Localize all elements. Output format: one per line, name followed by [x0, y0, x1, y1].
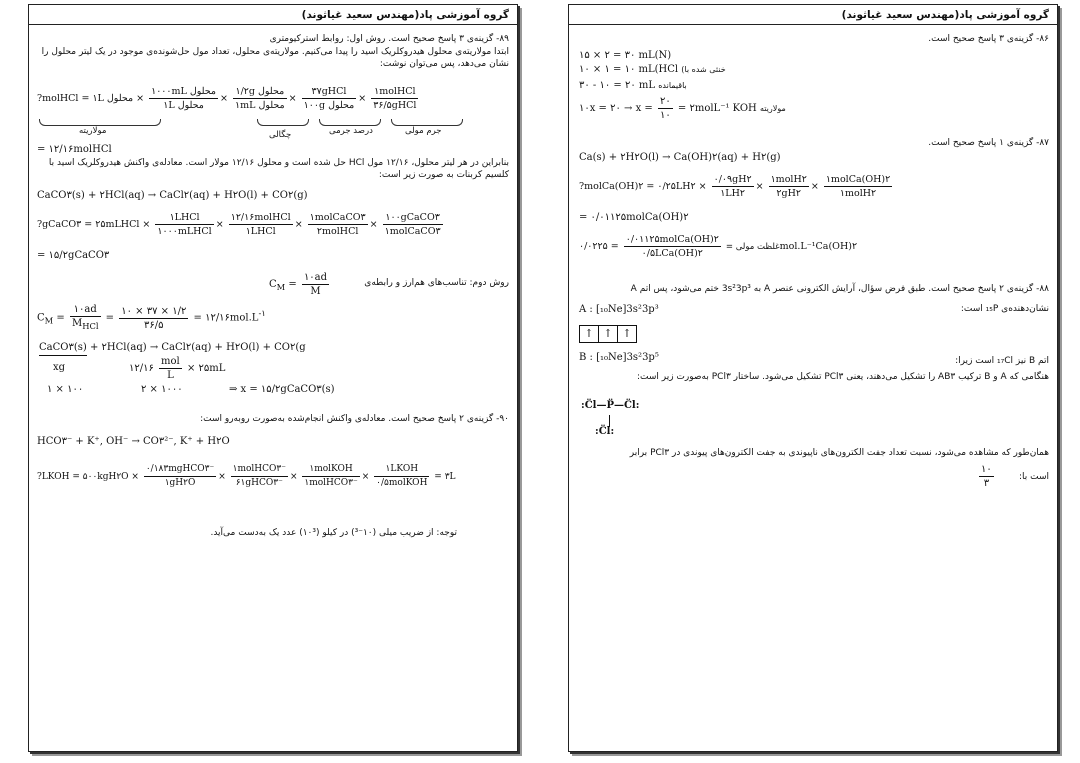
equation-caco3-mass: ?gCaCO۳ = ۲۵mLHCl × $\frac{\text{۱LHCl}}{\text{۱۰۰۰mLHCl}}$ × $\frac{\text{۱۲/۱۶molHCl}}{\text{۱LHCl}}$ × $\frac{\text{۱molCaCO۳}}{\text{۲molHCl}}$ × $\frac{\text{۱۰۰gCaCO۳}}{\text{۱molCaCO۳}}$	[37, 212, 441, 237]
equation-cm-calc: $C_M$ = $\frac{۱۰ad}{M_{HCl}}$ = $\frac{۱۰ \times ۳۷ \times ۱/۲}{۳۶/۵}$ = $۱۲/۱۶mol.L^{-۱}$	[37, 304, 266, 331]
equation-molarity: ?molHCl = ۱L محلول × $\frac{\text{۱۰۰۰mL محلول}}{\text{۱L محلول}}$ × $\frac{\text{۱/۲g محلول}}{\text{۱mL محلول}}$ × $\frac{\text{۳۷gHCl}}{\text{۱۰۰g محلول}}$ × $\frac{\text{۱molHCl}}{\text{۳۶/۵gHCl}}$	[37, 86, 417, 111]
cm-formula: $C_M$ = $\frac{۱۰ad}{M}$	[269, 272, 328, 297]
eq4-fraction-2: $\frac{\text{۱molHCO۳⁻}}{\text{۶۱gHCO۳⁻}}$	[232, 464, 286, 488]
eq1-fraction-3: $\frac{\text{۳۷gHCl}}{\text{۱۰۰g محلول}}$	[303, 86, 355, 111]
reaction-2-x: xg	[53, 362, 66, 373]
eq4-fraction-3: $\frac{\text{۱molKOH}}{\text{۱molHCO۳⁻}}$	[304, 464, 358, 488]
q86-line-1: ۱۵ × ۲ = ۳۰ mL(N)	[579, 50, 672, 61]
reaction-2-row2-b: ۲ × ۱۰۰۰	[141, 384, 183, 395]
eq4-fraction-1: $\frac{\text{۰/۱۸۳mgHCO۳⁻}}{۱gH۲O}$	[145, 464, 215, 488]
q87-intro: ۸۷- گزینه‌ی ۱ پاسخ صحیح است.	[928, 138, 1049, 148]
reaction-hco3: HCO۳⁻ + K⁺, OH⁻ → CO۳²⁻, K⁺ + H۲O	[37, 436, 230, 447]
page-right	[568, 4, 1058, 752]
eq1-fraction-1: $\frac{\text{۱۰۰۰mL محلول}}{\text{۱L محلول}}$	[151, 86, 217, 111]
q88-b-statement: اتم B نیز ₁₇Cl است زیرا:	[955, 356, 1049, 366]
reaction-2-hcl-amount: ۱۲/۱۶ $\frac{\text{mol}}{L}$ × ۲۵mL	[129, 356, 226, 381]
orbital-box-2: ↑	[599, 326, 618, 342]
q88-paragraph-3: همان‌طور که مشاهده می‌شود، نسبت تعداد جفت الکترون‌های ناپیوندی به جفت الکترون‌های پیوندی در PCl۳ برابر	[629, 448, 1049, 458]
eq87-result: = ۰/۰۱۱۲۵molCa(OH)۲	[579, 212, 689, 223]
label-density: چگالی	[269, 130, 292, 140]
page-left	[28, 4, 518, 752]
orbital-box-3: ↑	[622, 327, 632, 340]
label-molarity: مولاریته	[79, 126, 107, 136]
underbrace-density	[257, 119, 309, 126]
equation-caoh2-moles: ?molCa(OH)۲ = ۰/۲۵LH۲ × $\frac{۰/۰۹gH۲}{۱LH۲}$ × $\frac{\text{۱molH۲}}{۲gH۲}$ × $\frac{\text{۱molCa(OH)۲}}{\text{۱molH۲}}$	[579, 174, 891, 199]
ratio-fraction: $\frac{۱۰}{۳}$	[981, 464, 992, 489]
reaction-2-row2-a: ۱ × ۱۰۰	[47, 384, 84, 395]
eq1-result: = ۱۲/۱۶molHCl	[37, 144, 112, 155]
eq2-result: = ۱۵/۲gCaCO۳	[37, 250, 110, 261]
orbital-box-1: ↑	[580, 326, 599, 342]
eq2-fraction-4: $\frac{\text{۱۰۰gCaCO۳}}{\text{۱molCaCO۳}}$	[384, 212, 441, 237]
eq2-fraction-2: $\frac{\text{۱۲/۱۶molHCl}}{\text{۱LHCl}}$	[230, 212, 291, 237]
eq1-fraction-2: $\frac{\text{۱/۲g محلول}}{\text{۱mL محلول}}$	[235, 86, 285, 111]
q89-intro: ۸۹- گزینه‌ی ۳ پاسخ صحیح است. روش اول: روابط استرکیومتری	[269, 34, 509, 44]
q88-intro: ۸۸- گزینه‌ی ۲ پاسخ صحیح است. طبق فرض سؤال، آرایش الکترونی عنصر A به 3s²3p³ ختم می‌شود، پس اتم A	[630, 284, 1049, 294]
q86-line-4: ۱۰x = ۲۰ → x = $\frac{۲۰}{۱۰}$ = ۲molL⁻¹ KOH مولاریته	[579, 96, 786, 121]
eq2-fraction-1: $\frac{\text{۱LHCl}}{\text{۱۰۰۰mLHCl}}$	[157, 212, 212, 237]
q88-last: است با:	[1018, 472, 1049, 482]
equation-concentration: غلظت مولی = $\frac{\text{۰/۰۱۱۲۵molCa(OH)۲}}{\text{۰/۵LCa(OH)۲}}$ = ۰/۰۲۲۵mol.L⁻¹Ca(OH)۲	[579, 234, 858, 259]
reaction-2-row2-c: ⇒ x = ۱۵/۲gCaCO۳(s)	[229, 384, 335, 395]
eq1-lhs: ?molHCl = ۱L محلول ×	[37, 93, 145, 104]
lewis-pcl3-row: :C̈l—P̈—C̈l:	[581, 400, 640, 411]
page-header-left: گروه آموزشی پاد(مهندس سعید غیاثوند)	[29, 5, 517, 25]
q88-paragraph-2: هنگامی که A و B ترکیب AB۳ را تشکیل می‌دهند، یعنی PCl۳ تشکیل می‌شود. ساختار PCl۳ به‌صورت زیر است:	[636, 372, 1049, 382]
page-header-right: گروه آموزشی پاد(مهندس سعید غیاثوند)	[569, 5, 1057, 25]
reaction-ca-water: Ca(s) + ۲H۲O(l) → Ca(OH)۲(aq) + H۲(g)	[579, 152, 781, 163]
eq4-fraction-4: $\frac{\text{۱LKOH}}{\text{۰/۵molKOH}}$	[376, 464, 428, 488]
q89-paragraph-1: ابتدا مولاریته‌ی محلول هیدروکلریک اسید را پیدا می‌کنیم. مولاریته‌ی محلول، تعداد مول حل‌شونده‌ی موجود در یک لیتر محلول را نشان می‌دهد، پس می‌توان نوشت:	[41, 47, 509, 69]
method-2-label: روش دوم: تناسب‌های هم‌ارز و رابطه‌ی	[364, 278, 509, 288]
config-a: A : [₁₀Ne]3s²3p³	[579, 304, 659, 315]
equation-koh-volume: ?LKOH = ۵۰۰kgH۲O × $\frac{\text{۰/۱۸۳mgHCO۳⁻}}{۱gH۲O}$ × $\frac{\text{۱molHCO۳⁻}}{\text{۶۱gHCO۳⁻}}$ × $\frac{\text{۱molKOH}}{\text{۱molHCO۳⁻}}$ × $\frac{\text{۱LKOH}}{\text{۰/۵molKOH}}$ = ۳L	[37, 464, 456, 488]
label-percent: درصد جرمی	[329, 126, 373, 136]
orbital-diagram	[579, 325, 637, 343]
note-prefix: توجه: از ضریب میلی (۱۰⁻³) در کیلو (۱۰³) عدد یک به‌دست می‌آید.	[210, 528, 457, 538]
q88-p-symbol: نشان‌دهنده‌ی ₁₅P است:	[960, 304, 1049, 314]
reaction-caco3-hcl: CaCO۳(s) + ۲HCl(aq) → CaCl۲(aq) + H۲O(l) + CO۲(g)	[37, 190, 308, 201]
q86-line-3: ۳۰ - ۱۰ = ۲۰ mL باقیمانده	[579, 80, 687, 91]
config-b: B : [₁₀Ne]3s²3p⁵	[579, 352, 659, 363]
eq1-fraction-4: $\frac{\text{۱molHCl}}{\text{۳۶/۵gHCl}}$	[373, 86, 417, 111]
q89-paragraph-2: بنابراین در هر لیتر محلول، ۱۲/۱۶ مول HCl حل شده است و محلول ۱۲/۱۶ مولار است. معادله‌ی واکنش هیدروکلریک اسید با کلسیم کربنات به صورت زیر است:	[48, 158, 509, 180]
eq2-fraction-3: $\frac{\text{۱molCaCO۳}}{\text{۲molHCl}}$	[309, 212, 366, 237]
q86-intro: ۸۶- گزینه‌ی ۳ پاسخ صحیح است.	[928, 34, 1049, 44]
q86-line-2: ۱۰ × ۱ = ۱۰ mL(HCl (خنثی شده با	[579, 64, 726, 75]
reaction-2-row: CaCO۳(s) + ۲HCl(aq) → CaCl۲(aq) + H۲O(l) + CO۲(g	[39, 341, 306, 354]
lewis-pcl3-bottom: :C̈l:	[595, 426, 615, 437]
q90-intro: ۹۰- گزینه‌ی ۲ پاسخ صحیح است. معادله‌ی واکنش انجام‌شده به‌صورت روبه‌رو است:	[200, 414, 509, 424]
label-molar-mass: جرم مولی	[405, 126, 442, 136]
